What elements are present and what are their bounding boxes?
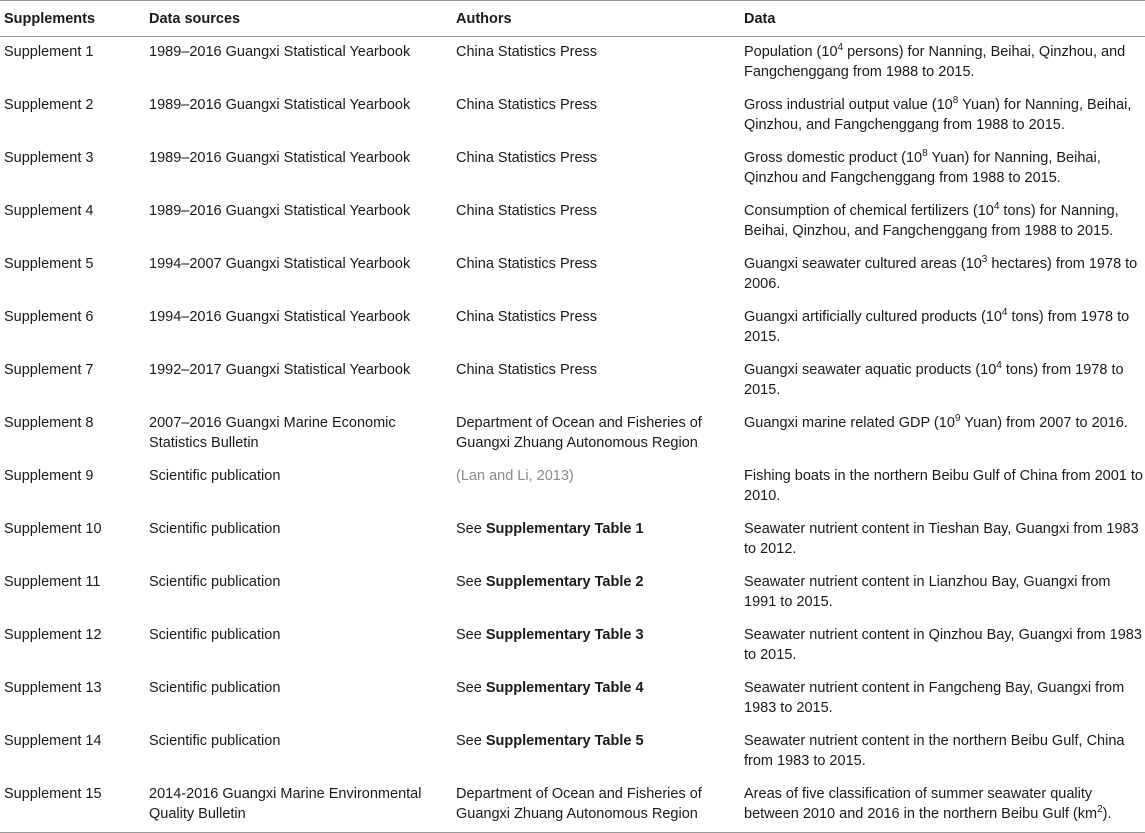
table-row <box>0 620 1145 673</box>
author-cell: See Supplementary Table 1 <box>456 521 644 537</box>
table-header-row <box>0 1 1145 37</box>
author-cell: China Statistics Press <box>456 362 598 378</box>
table-row <box>0 196 1145 249</box>
table-row <box>0 673 1145 726</box>
table-row <box>0 514 1145 567</box>
table-row <box>0 461 1145 514</box>
supplement-cell: Supplement 13 <box>4 680 102 696</box>
author-cell: China Statistics Press <box>456 256 598 272</box>
author-cell: China Statistics Press <box>456 44 598 60</box>
author-cell: See Supplementary Table 4 <box>456 680 644 696</box>
supplement-cell: Supplement 15 <box>4 786 102 802</box>
data-cell: Seawater nutrient content in Tieshan Bay, Guangxi from 1983 to 2012. <box>744 521 1139 557</box>
supplementary-table-link[interactable]: Supplementary Table 3 <box>485 627 644 643</box>
source-cell: Scientific publication <box>149 574 281 590</box>
source-cell: 1994–2016 Guangxi Statistical Yearbook <box>149 309 411 325</box>
author-cell: China Statistics Press <box>456 150 598 166</box>
table-row <box>0 408 1145 461</box>
data-cell: Fishing boats in the northern Beibu Gulf of China from 2001 to 2010. <box>744 468 1143 504</box>
supplement-cell: Supplement 7 <box>4 362 94 378</box>
supplement-cell: Supplement 9 <box>4 468 94 484</box>
header-data: Data <box>744 10 776 27</box>
table-row <box>0 37 1145 91</box>
author-cell: China Statistics Press <box>456 203 598 219</box>
table-row <box>0 249 1145 302</box>
supplement-cell: Supplement 6 <box>4 309 94 325</box>
data-cell: Gross industrial output value ($10^8$ Yuan) for Nanning, Beihai, Qinzhou, and Fangchenggang from 1988 to 2015. <box>744 95 1132 133</box>
source-cell: Scientific publication <box>149 680 281 696</box>
supplement-cell: Supplement 11 <box>4 574 101 590</box>
data-cell: Seawater nutrient content in Qinzhou Bay, Guangxi from 1983 to 2015. <box>744 627 1142 663</box>
author-cell: Department of Ocean and Fisheries of Guangxi Zhuang Autonomous Region <box>456 415 702 451</box>
data-cell: Guangxi marine related GDP ($10^9$ Yuan) from 2007 to 2016. <box>744 413 1128 431</box>
data-cell: Seawater nutrient content in Fangcheng Bay, Guangxi from 1983 to 2015. <box>744 680 1125 716</box>
supplement-cell: Supplement 8 <box>4 415 94 431</box>
source-cell: Scientific publication <box>149 468 281 484</box>
source-cell: 2014-2016 Guangxi Marine Environmental Quality Bulletin <box>149 786 422 822</box>
table-row <box>0 726 1145 779</box>
source-cell: 1992–2017 Guangxi Statistical Yearbook <box>149 362 411 378</box>
header-supplements: Supplements <box>4 10 96 27</box>
supplement-cell: Supplement 4 <box>4 203 94 219</box>
supplement-cell: Supplement 12 <box>4 627 102 643</box>
data-cell: Seawater nutrient content in Lianzhou Bay, Guangxi from 1991 to 2015. <box>744 574 1111 610</box>
supplement-cell: Supplement 3 <box>4 150 94 166</box>
data-cell: Areas of five classification of summer seawater quality between 2010 and 2016 in the northern Beibu Gulf $(km^2)$. <box>744 786 1112 822</box>
table-row <box>0 90 1145 143</box>
supplementary-table-link[interactable]: Supplementary Table 5 <box>485 733 644 749</box>
header-data-sources: Data sources <box>149 10 241 27</box>
data-cell: Seawater nutrient content in the northern Beibu Gulf, China from 1983 to 2015. <box>744 733 1125 769</box>
author-cell: See Supplementary Table 3 <box>456 627 644 643</box>
data-cell: Gross domestic product ($10^8$ Yuan) for Nanning, Beihai, Qinzhou and Fangchenggang from 1988 to 2015. <box>744 148 1101 186</box>
table-row <box>0 143 1145 196</box>
table-row <box>0 302 1145 355</box>
author-cell: China Statistics Press <box>456 309 598 325</box>
supplementary-table-link[interactable]: Supplementary Table 4 <box>485 680 644 696</box>
source-cell: Scientific publication <box>149 627 281 643</box>
source-cell: 1994–2007 Guangxi Statistical Yearbook <box>149 256 411 272</box>
supplement-cell: Supplement 5 <box>4 256 94 272</box>
data-cell: Population ($10^4$ persons) for Nanning, Beihai, Qinzhou, and Fangchenggang from 1988 to 2015. <box>744 42 1126 80</box>
table-row <box>0 779 1145 833</box>
source-cell: 1989–2016 Guangxi Statistical Yearbook <box>149 203 411 219</box>
data-cell: Guangxi seawater cultured areas ($10^3$ hectares) from 1978 to 2006. <box>744 254 1138 292</box>
author-cell: (Lan and Li, 2013) <box>456 468 574 484</box>
data-cell: Consumption of chemical fertilizers ($10^4$ tons) for Nanning, Beihai, Qinzhou, and Fangchenggang from 1988 to 2015. <box>744 201 1119 239</box>
supplementary-table-link[interactable]: Supplementary Table 2 <box>485 574 644 590</box>
source-cell: 1989–2016 Guangxi Statistical Yearbook <box>149 150 411 166</box>
supplement-cell: Supplement 10 <box>4 521 102 537</box>
source-cell: Scientific publication <box>149 521 281 537</box>
author-cell: China Statistics Press <box>456 97 598 113</box>
supplementary-table-link[interactable]: Supplementary Table 1 <box>485 521 644 537</box>
source-cell: 1989–2016 Guangxi Statistical Yearbook <box>149 97 411 113</box>
author-cell: Department of Ocean and Fisheries of Guangxi Zhuang Autonomous Region <box>456 786 702 822</box>
citation-link[interactable]: Lan and Li, 2013 <box>460 468 569 484</box>
table-row <box>0 567 1145 620</box>
author-cell: See Supplementary Table 2 <box>456 574 644 590</box>
table-row <box>0 355 1145 408</box>
source-cell: 2007–2016 Guangxi Marine Economic Statistics Bulletin <box>149 415 396 451</box>
supplement-cell: Supplement 14 <box>4 733 102 749</box>
source-cell: Scientific publication <box>149 733 281 749</box>
header-authors: Authors <box>456 10 512 27</box>
source-cell: 1989–2016 Guangxi Statistical Yearbook <box>149 44 411 60</box>
data-cell: Guangxi seawater aquatic products ($10^4$ tons) from 1978 to 2015. <box>744 360 1124 398</box>
supplement-cell: Supplement 2 <box>4 97 94 113</box>
author-cell: See Supplementary Table 5 <box>456 733 644 749</box>
data-cell: Guangxi artificially cultured products ($10^4$ tons) from 1978 to 2015. <box>744 307 1130 345</box>
supplement-cell: Supplement 1 <box>4 44 94 60</box>
